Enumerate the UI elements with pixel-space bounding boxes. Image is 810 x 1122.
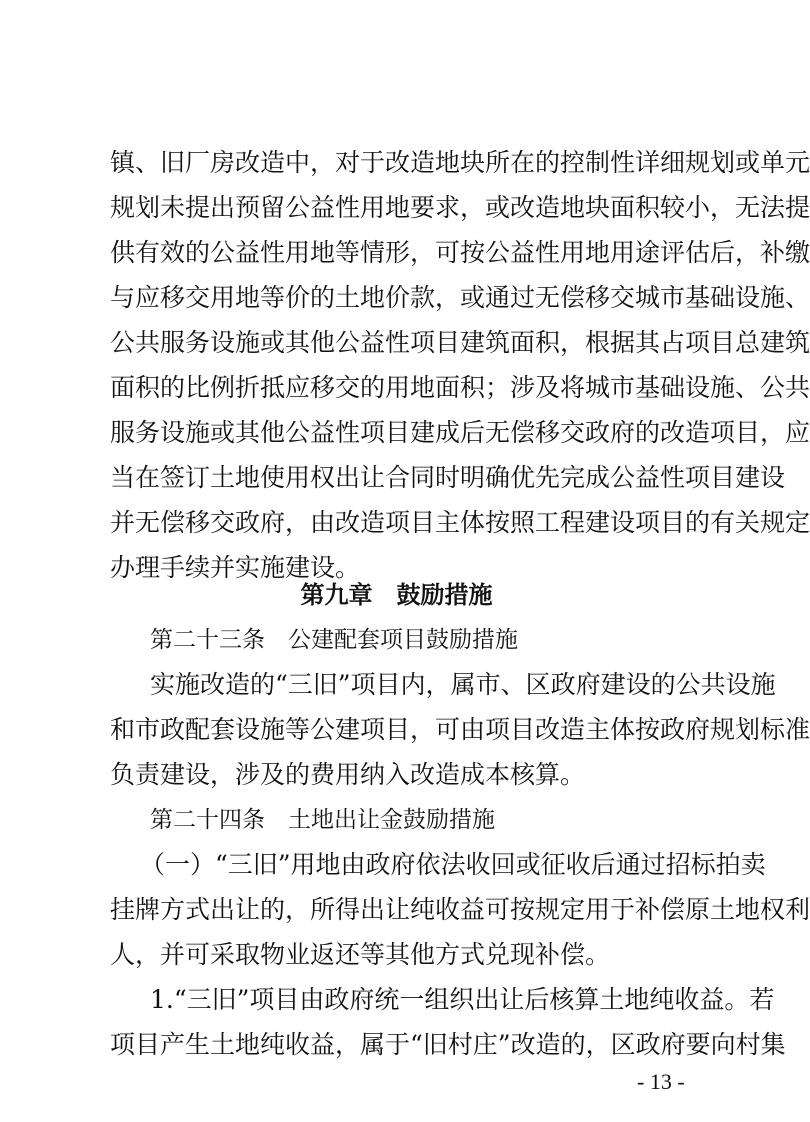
text-line: 面积的比例折抵应移交的用地面积；涉及将城市基础设施、公共 <box>110 373 810 402</box>
article-title: 第二十三条 公建配套项目鼓励措施 <box>150 627 518 653</box>
text-line: 人，并可采取物业返还等其他方式兑现补偿。 <box>110 940 611 969</box>
text-line: 当在签订土地使用权出让合同时明确优先完成公益性项目建设 <box>110 463 786 492</box>
text-line: 与应移交用地等价的土地价款，或通过无偿移交城市基础设施、 <box>110 283 810 312</box>
text-line: 项目产生土地纯收益，属于“旧村庄”改造的，区政府要向村集 <box>110 1030 786 1059</box>
text-line: 服务设施或其他公益性项目建成后无偿移交政府的改造项目，应 <box>110 418 810 447</box>
text-line: 供有效的公益性用地等情形，可按公益性用地用途评估后，补缴 <box>110 238 810 267</box>
text-line: 和市政配套设施等公建项目，可由项目改造主体按政府规划标准 <box>110 715 810 744</box>
article-title: 第二十四条 土地出让金鼓励措施 <box>150 807 495 833</box>
text-line: 实施改造的“三旧”项目内，属市、区政府建设的公共设施 <box>150 670 776 699</box>
text-line: 公共服务设施或其他公益性项目建筑面积，根据其占项目总建筑 <box>110 328 810 357</box>
text-line: （一）“三旧”用地由政府依法收回或征收后通过招标拍卖 <box>140 850 766 879</box>
chapter-heading: 第九章 鼓励措施 <box>300 581 493 609</box>
text-line: 镇、旧厂房改造中，对于改造地块所在的控制性详细规划或单元 <box>110 148 810 177</box>
page-number: - 13 - <box>637 1069 685 1094</box>
text-line: 办理手续并实施建设。 <box>110 553 361 582</box>
text-line: 1.“三旧”项目由政府统一组织出让后核算土地纯收益。若 <box>150 985 775 1014</box>
text-line: 负责建设，涉及的费用纳入改造成本核算。 <box>110 760 586 789</box>
text-line: 规划未提出预留公益性用地要求，或改造地块面积较小，无法提 <box>110 193 810 222</box>
text-line: 挂牌方式出让的，所得出让纯收益可按规定用于补偿原土地权利 <box>110 895 810 924</box>
text-line: 并无偿移交政府，由改造项目主体按照工程建设项目的有关规定 <box>110 508 810 537</box>
